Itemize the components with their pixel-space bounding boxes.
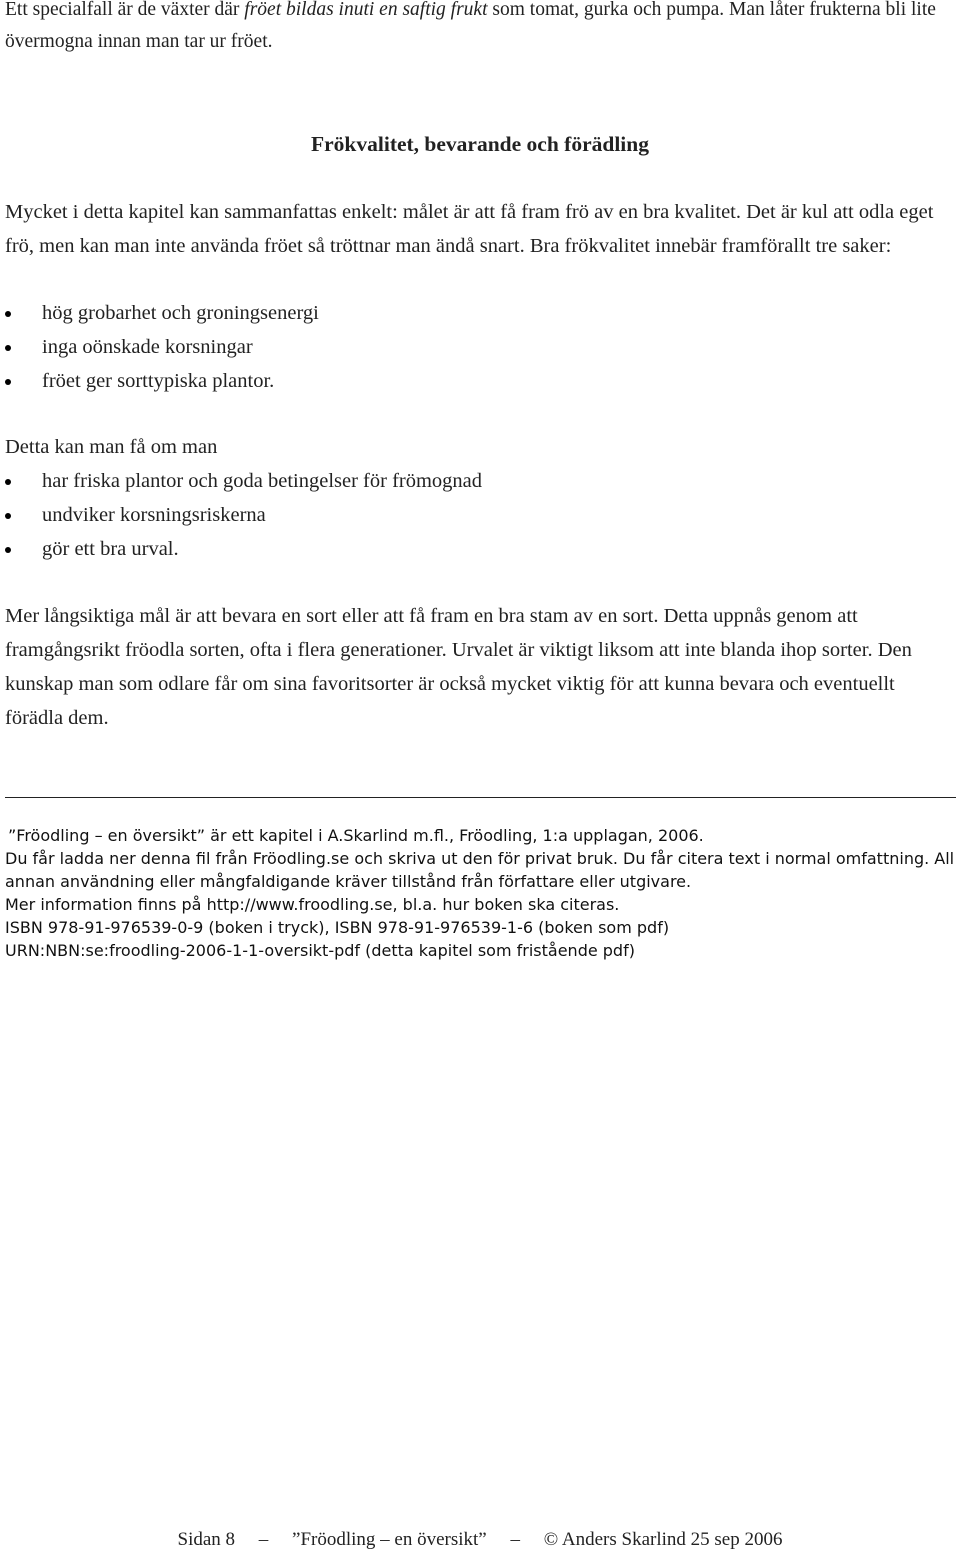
list-item — [5, 498, 905, 532]
bullet-icon — [5, 379, 11, 385]
page-footer — [0, 1526, 960, 1554]
bullet-icon — [5, 513, 11, 519]
list-item — [5, 464, 905, 498]
intro-text-end: som tomat, gurka och pumpa. Man låter frukterna bli lite övermogna innan man tar ur fröet. — [5, 0, 936, 52]
intro-text-start: Ett specialfall är de växter där — [5, 0, 245, 20]
list-item — [5, 532, 905, 566]
footnote-block — [5, 824, 960, 962]
quality-criteria-list — [5, 296, 905, 398]
list-item — [5, 364, 905, 398]
list-item-text: har friska plantor och goda betingelser för frömognad — [42, 470, 483, 492]
list-item — [5, 330, 905, 364]
section-paragraph-1: Mycket i detta kapitel kan sammanfattas enkelt: målet är att få fram frö av en bra kvalitet. Det är kul att odla eget frö, men kan man inte använda fröet så tröttnar man ändå snart. Bra frökvalitet innebär framförallt tre saker: — [5, 201, 934, 257]
footnote-divider — [5, 797, 956, 798]
bullet-icon — [5, 479, 11, 485]
section-paragraph-3: Mer långsiktiga mål är att bevara en sort eller att få fram en bra stam av en sort. Detta uppnås genom att framgångsrikt fröodla sorten, ofta i flera generationer. Urvalet är viktigt liksom att inte blanda ihop sorter. Den kunskap man som odlare får om sina favoritsorter är också mycket viktig för att kunna bevara och eventuellt förädla dem. — [5, 605, 912, 729]
footnote-line-urn: URN:NBN:se:froodling-2006-1-1-oversikt-pdf (detta kapitel som fristående pdf) — [5, 941, 635, 960]
footnote-line-chapter: ”Fröodling – en översikt” är ett kapitel i A.Skarlind m.fl., Fröodling, 1:a upplagan, 2006. — [8, 826, 704, 845]
list-item-text: inga oönskade korsningar — [42, 336, 253, 358]
footer-copyright: © Anders Skarlind 25 sep 2006 — [543, 1529, 783, 1550]
section-heading: Frökvalitet, bevarande och förädling — [310, 132, 649, 156]
list-item-text: undviker korsningsriskerna — [42, 504, 266, 526]
footnote-line-isbn: ISBN 978-91-976539-0-9 (boken i tryck), ISBN 978-91-976539-1-6 (boken som pdf) — [5, 918, 670, 937]
bullet-icon — [5, 311, 11, 317]
list-item-text: fröet ger sorttypiska plantor. — [42, 370, 275, 392]
bullet-icon — [5, 345, 11, 351]
intro-paragraph — [5, 0, 955, 58]
list-item-text: gör ett bra urval. — [42, 538, 179, 560]
bullet-icon — [5, 547, 11, 553]
list-item-text: hög grobarhet och groningsenergi — [42, 302, 319, 324]
footer-dash: – — [258, 1529, 269, 1550]
intro-emphasis: fröet bildas inuti en saftig frukt — [244, 0, 488, 20]
footer-dash: – — [510, 1529, 520, 1550]
footer-title: ”Fröodling – en översikt” — [292, 1529, 487, 1550]
footnote-line-license: Du får ladda ner denna fil från Fröodling.se och skriva ut den för privat bruk. Du får citera text i normal omfattning. All annan användning eller mångfaldigande kräver tillstånd från författare eller utgivare. — [5, 849, 960, 891]
section-paragraph-2: Detta kan man få om man — [5, 436, 218, 458]
footnote-line-info: Mer information finns på http://www.froodling.se, bl.a. hur boken ska citeras. — [5, 895, 620, 914]
list-item — [5, 296, 905, 330]
page-number: Sidan 8 — [177, 1529, 236, 1550]
conditions-list — [5, 464, 905, 566]
